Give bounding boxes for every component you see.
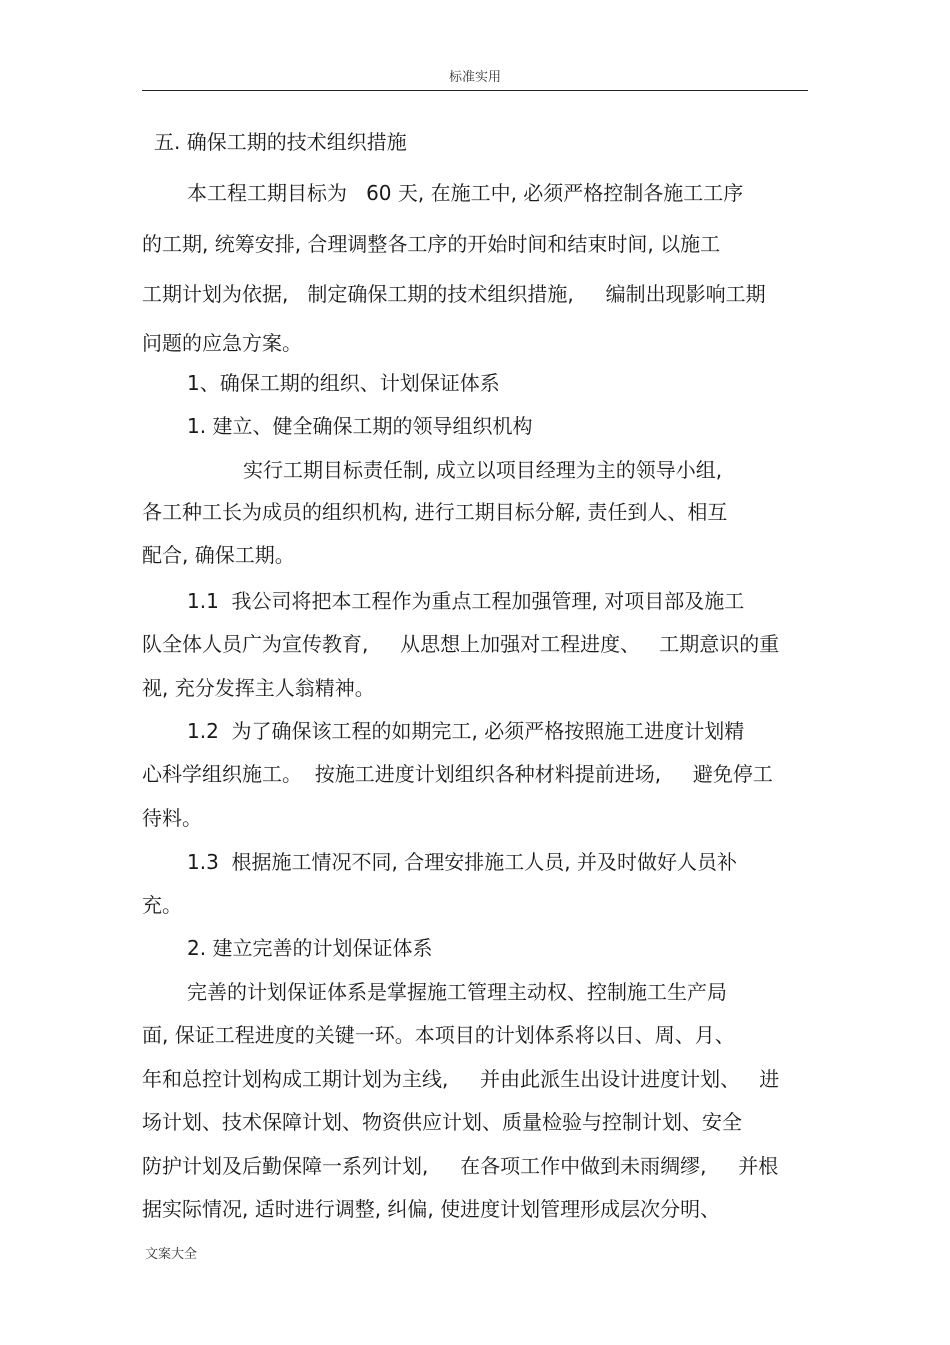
paragraph-line: 充。	[142, 893, 182, 917]
paragraph-line: 各工种工长为成员的组织机构, 进行工期目标分解, 责任到人、相互	[142, 500, 728, 524]
paragraph-line: 本工程工期目标为 60 天, 在施工中, 必须严格控制各施工工序	[187, 181, 744, 205]
paragraph-line: 视, 充分发挥主人翁精神。	[142, 676, 375, 700]
paragraph-line: 的工期, 统筹安排, 合理调整各工序的开始时间和结束时间, 以施工	[142, 232, 721, 256]
paragraph-line: 据实际情况, 适时进行调整, 纠偏, 使进度计划管理形成层次分明、	[142, 1197, 721, 1221]
section-heading: 五. 确保工期的技术组织措施	[154, 130, 407, 154]
paragraph-line: 场计划、技术保障计划、物资供应计划、质量检验与控制计划、安全	[142, 1110, 742, 1134]
paragraph-line: 1.1 我公司将把本工程作为重点工程加强管理, 对项目部及施工	[187, 589, 745, 613]
subheading: 2. 建立完善的计划保证体系	[187, 936, 433, 960]
paragraph-line: 1.3 根据施工情况不同, 合理安排施工人员, 并及时做好人员补	[187, 850, 737, 874]
page-footer: 文案大全	[145, 1247, 198, 1262]
paragraph-line: 年和总控计划构成工期计划为主线, 并由此派生出设计进度计划、 进	[142, 1067, 780, 1091]
paragraph-line: 工期计划为依据, 制定确保工期的技术组织措施, 编制出现影响工期	[142, 282, 766, 306]
paragraph-line: 配合, 确保工期。	[142, 543, 295, 567]
paragraph-line: 完善的计划保证体系是掌握施工管理主动权、控制施工生产局	[187, 980, 727, 1004]
paragraph-line: 实行工期目标责任制, 成立以项目经理为主的领导小组,	[243, 458, 723, 482]
paragraph-line: 防护计划及后勤保障一系列计划, 在各项工作中做到未雨绸缪, 并根	[142, 1154, 779, 1178]
paragraph-line: 问题的应急方案。	[142, 331, 302, 355]
subheading: 1、确保工期的组织、计划保证体系	[187, 371, 500, 395]
subheading: 1. 建立、健全确保工期的领导组织机构	[187, 414, 533, 438]
paragraph-line: 待料。	[142, 806, 202, 830]
paragraph-line: 心科学组织施工。 按施工进度计划组织各种材料提前进场, 避免停工	[142, 762, 773, 786]
paragraph-line: 1.2 为了确保该工程的如期完工, 必须严格按照施工进度计划精	[187, 719, 745, 743]
paragraph-line: 队全体人员广为宣传教育, 从思想上加强对工程进度、 工期意识的重	[142, 632, 780, 656]
paragraph-line: 面, 保证工程进度的关键一环。本项目的计划体系将以日、周、月、	[142, 1023, 735, 1047]
header-rule	[142, 90, 808, 91]
page-header: 标准实用	[448, 70, 501, 85]
